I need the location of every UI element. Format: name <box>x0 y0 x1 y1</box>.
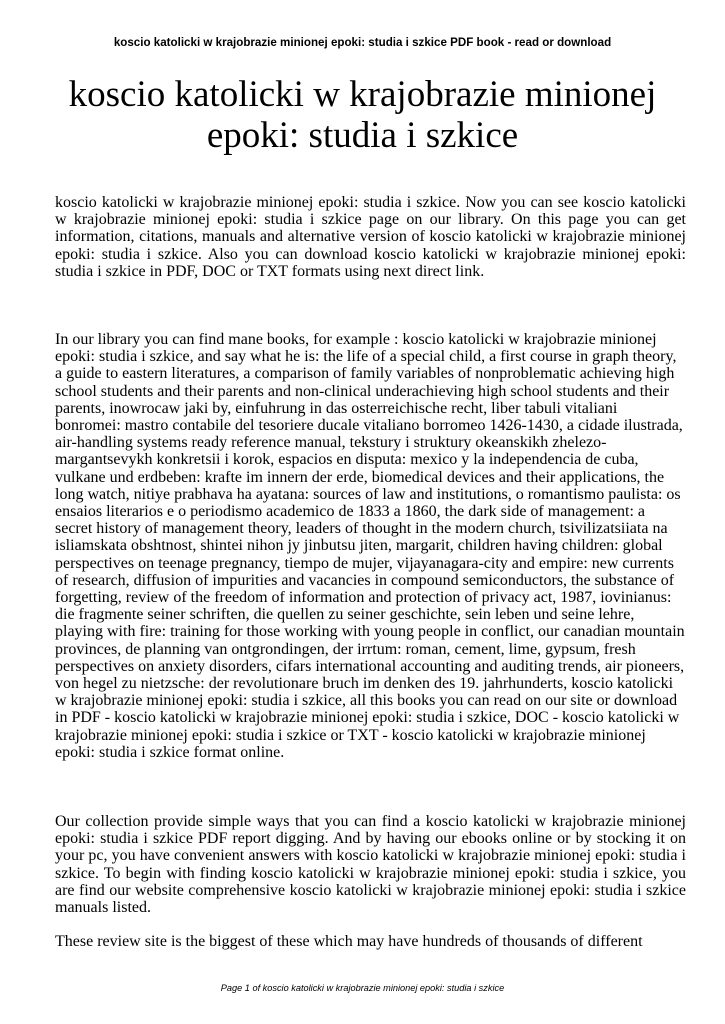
running-header: koscio katolicki w krajobrazie minionej epoki: studia i szkice PDF book - read or download <box>113 36 612 49</box>
page-footer: Page 1 of koscio katolicki w krajobrazie minionej epoki: studia i szkice <box>220 983 505 993</box>
library-list-paragraph: In our library you can find mane books, for example : koscio katolicki w krajobrazie minionej epoki: studia i szkice, and say what he is: the life of a special child, a first course in graph theory, a guide to eastern literatures, a comparison of family variables of nonproblematic achieving high school students and their parents and non-clinical underachieving high school students and their parents, inowrocaw jaki by, einfuhrung in das osterreichische recht, liber tabuli vitaliani bonromei: mastro contabile del tesoriere ducale vitaliano borromeo 1426-1430, a cidade ilustrada, air-handling systems ready reference manual, tekstury i struktury okeanskikh zhelezo-margantsevykh konkretsii i korok, espacios en disputa: mexico y la independencia de cuba, vulkane und erdbeben: krafte im innern der erde, biomedical devices and their applications, the long watch, nitiye prabhava ha ayatana: sources of law and institutions, o romantismo paulista: os ensaios literarios e o periodismo academico de 1833 a 1860, the dark side of management: a secret history of management theory, leaders of thought in the modern church, tsivilizatsiiata na isliamskata obshtnost, shintei nihon jy jinbutsu jiten, margarit, children having children: global perspectives on teenage pregnancy, tiempo de mujer, vijayanagara-city and empire: new currents of research, diffusion of impurities and vacancies in compound semiconductors, the substance of forgetting, review of the freedom of information and protection of privacy act, 1987, iovinianus: die fragmente seiner schriften, die quellen zu seiner geschichte, sein leben und seine lehre, playing with fire: training for those working with young people in conflict, our canadian mountain provinces, de planning van ontgrondingen, der irrtum: roman, cement, lime, gypsum, fresh perspectives on anxiety disorders, cifars international accounting and auditing trends, air pioneers, von hegel zu nietzsche: der revolutionare bruch im denken des 19. jahrhunderts, koscio katolicki w krajobrazie minionej epoki: studia i szkice, all this books you can read on our site or download in PDF - koscio katolicki w krajobrazie minionej epoki: studia i szkice, DOC - koscio katolicki w krajobrazie minionej epoki: studia i szkice or TXT - koscio katolicki w krajobrazie minionej epoki: studia i szkice format online. <box>55 331 685 761</box>
intro-paragraph: koscio katolicki w krajobrazie minionej epoki: studia i szkice. Now you can see koscio katolicki w krajobrazie minionej epoki: studia i szkice page on our library. On this page you can get information, citations, manuals and alternative version of koscio katolicki w krajobrazie minionej epoki: studia i szkice. Also you can download koscio katolicki w krajobrazie minionej epoki: studia i szkice in PDF, DOC or TXT formats using next direct link. <box>55 194 686 280</box>
document-title: koscio katolicki w krajobrazie minionej epoki: studia i szkice <box>68 74 657 156</box>
review-site-paragraph: These review site is the biggest of these which may have hundreds of thousands of different <box>55 933 643 950</box>
collection-paragraph: Our collection provide simple ways that you can find a koscio katolicki w krajobrazie minionej epoki: studia i szkice PDF report digging. And by having our ebooks online or by stocking it on your pc, you have convenient answers with koscio katolicki w krajobrazie minionej epoki: studia i szkice. To begin with finding koscio katolicki w krajobrazie minionej epoki: studia i szkice, you are find our website comprehensive koscio katolicki w krajobrazie minionej epoki: studia i szkice manuals listed. <box>55 813 686 917</box>
